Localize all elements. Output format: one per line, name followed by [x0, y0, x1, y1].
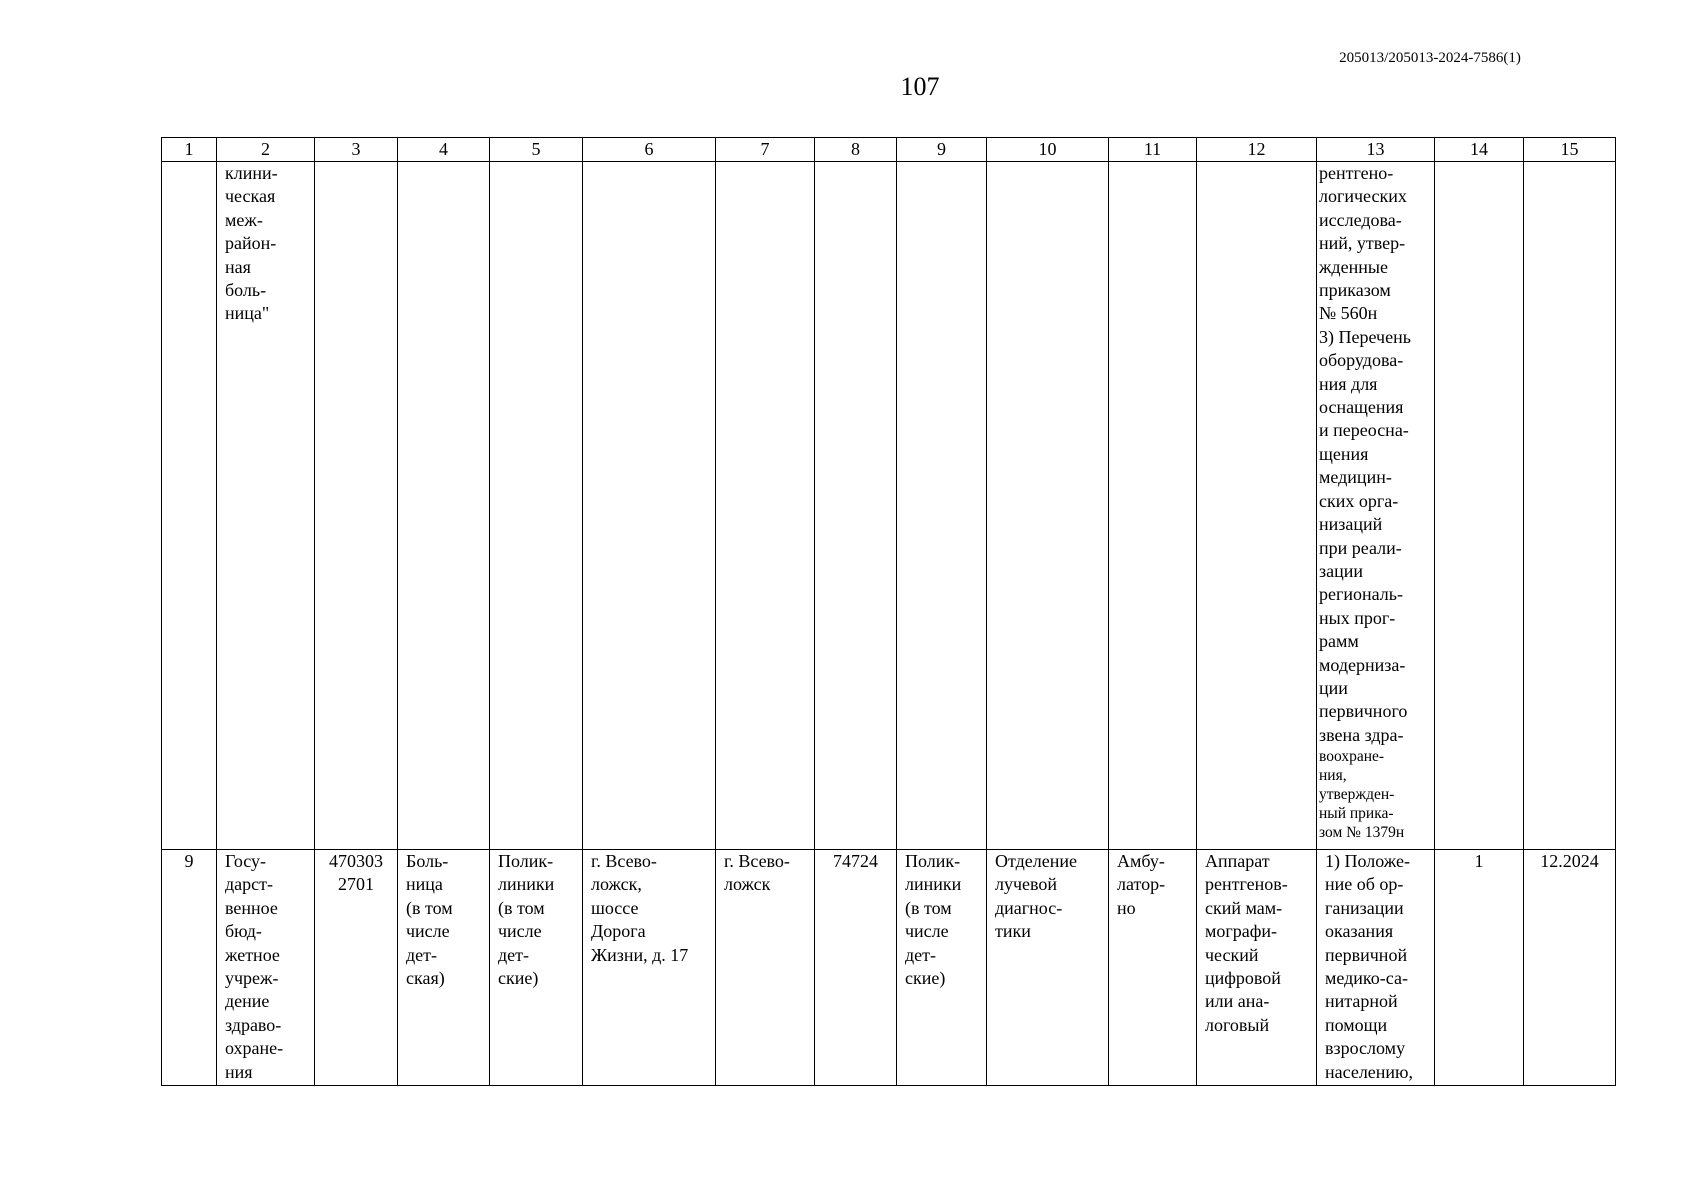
- text-line: дарст-: [225, 874, 273, 895]
- column-header: 5: [490, 138, 583, 162]
- text-line: клини-: [225, 163, 278, 183]
- text-line: (в том: [905, 897, 952, 918]
- text-line: ния,: [1319, 767, 1347, 785]
- text-line: ский мам-: [1205, 897, 1283, 918]
- column-header: 12: [1197, 138, 1317, 162]
- text-line: при реали-: [1319, 537, 1402, 558]
- text-line: ница": [225, 303, 270, 324]
- text-line: ний, утвер-: [1319, 233, 1406, 254]
- cell-row-number: 9: [162, 850, 217, 1086]
- column-header: 7: [716, 138, 815, 162]
- text-line: Отделение: [995, 851, 1078, 871]
- text-line: или ана-: [1205, 991, 1270, 1012]
- text-line: нитарной: [1325, 991, 1398, 1012]
- text-line: (в том: [406, 897, 453, 918]
- text-line: учреж-: [225, 968, 279, 989]
- text-line: Дорога: [591, 921, 646, 942]
- column-header: 11: [1109, 138, 1197, 162]
- text-line: но: [1117, 897, 1136, 918]
- text-line: цифровой: [1205, 968, 1281, 989]
- text-line: ние об ор-: [1325, 874, 1404, 895]
- text-line: ская): [406, 968, 445, 989]
- text-line: ческая: [225, 186, 276, 207]
- text-line: ных прог-: [1319, 607, 1396, 628]
- text-line: взрослому: [1325, 1038, 1406, 1059]
- text-line: приказом: [1319, 280, 1391, 301]
- text-line: населению,: [1325, 1061, 1414, 1082]
- text-line: (в том: [498, 897, 545, 918]
- text-line: меж-: [225, 209, 263, 230]
- text-line: 1) Положе-: [1325, 851, 1410, 871]
- text-line: Боль-: [406, 851, 449, 871]
- text-line: жденные: [1319, 256, 1388, 277]
- table-row-continued: [162, 162, 1616, 850]
- text-line: числе: [406, 921, 450, 942]
- cell-org-type: [398, 850, 490, 1086]
- column-header: 15: [1524, 138, 1616, 162]
- text-line: ческий: [1205, 944, 1259, 965]
- text-line: г. Всево-: [591, 851, 657, 871]
- text-line: дение: [225, 991, 270, 1012]
- text-line: линики: [905, 874, 962, 895]
- text-line: помощи: [1325, 1014, 1388, 1035]
- text-line: зом № 1379н: [1319, 824, 1405, 842]
- text-line: дет-: [498, 944, 530, 965]
- text-line: латор-: [1117, 874, 1166, 895]
- text-line: 470303: [329, 851, 383, 871]
- column-header: 9: [897, 138, 987, 162]
- text-line: здраво-: [225, 1014, 282, 1035]
- cell-unit-type: [897, 850, 987, 1086]
- text-line: мографи-: [1205, 921, 1278, 942]
- text-line: Полик-: [498, 851, 554, 871]
- cell-inn: [315, 850, 398, 1086]
- text-line: ный прика-: [1319, 805, 1394, 823]
- document-reference: 205013/205013-2024-7586(1): [1339, 50, 1521, 66]
- column-header: 3: [315, 138, 398, 162]
- cell-equipment: [1197, 850, 1317, 1086]
- text-line: ния: [225, 1061, 253, 1082]
- text-line: ганизации: [1325, 897, 1404, 918]
- text-line: рентгено-: [1319, 163, 1394, 183]
- text-line: венное: [225, 897, 278, 918]
- cell-care-condition: [1109, 850, 1197, 1086]
- text-line: Жизни, д. 17: [591, 944, 689, 965]
- text-line: ложск: [724, 874, 771, 895]
- column-header: 6: [583, 138, 716, 162]
- text-line: Госу-: [225, 851, 267, 871]
- cell-basis: [1317, 850, 1435, 1086]
- text-line: зации: [1319, 560, 1363, 581]
- text-line: рентгенов-: [1205, 874, 1288, 895]
- text-line: лучевой: [995, 874, 1058, 895]
- text-line: линики: [498, 874, 555, 895]
- text-line: низаций: [1319, 514, 1383, 535]
- text-line: тики: [995, 921, 1031, 942]
- cell-institution-continued: [217, 162, 315, 850]
- text-line: оснащения: [1319, 397, 1404, 418]
- text-line: ции: [1319, 677, 1348, 698]
- column-header: 8: [815, 138, 897, 162]
- cell-subdivision: [490, 850, 583, 1086]
- text-line: ских орга-: [1319, 490, 1399, 511]
- cell-date: 12.2024: [1524, 850, 1616, 1086]
- text-line: логовый: [1205, 1014, 1270, 1035]
- text-line: исследова-: [1319, 209, 1402, 230]
- text-line: ная: [225, 256, 251, 277]
- text-line: Аппарат: [1205, 851, 1270, 871]
- text-line: числе: [498, 921, 542, 942]
- column-header: 13: [1317, 138, 1435, 162]
- text-line: Амбу-: [1117, 851, 1165, 871]
- cell-department: [987, 850, 1109, 1086]
- cell-address: [583, 850, 716, 1086]
- column-header: 4: [398, 138, 490, 162]
- cell-oktmo: 74724: [815, 850, 897, 1086]
- column-header: 2: [217, 138, 315, 162]
- column-header: 14: [1435, 138, 1524, 162]
- text-line: 3) Перечень: [1319, 326, 1411, 347]
- column-header: 10: [987, 138, 1109, 162]
- text-line: дет-: [406, 944, 438, 965]
- text-line: медицин-: [1319, 467, 1392, 488]
- text-line: щения: [1319, 443, 1369, 464]
- data-table: [161, 137, 1616, 1086]
- text-line: диагнос-: [995, 897, 1063, 918]
- text-line: 2701: [338, 874, 374, 895]
- text-line: г. Всево-: [724, 851, 790, 871]
- table-row-9: [162, 850, 1616, 1086]
- text-line: ские): [498, 968, 539, 989]
- text-line: звена здра-: [1319, 724, 1404, 745]
- text-line: первичного: [1319, 701, 1408, 722]
- text-line: ния для: [1319, 373, 1378, 394]
- text-line: ские): [905, 968, 946, 989]
- text-line: оборудова-: [1319, 350, 1404, 371]
- text-line: охране-: [225, 1038, 284, 1059]
- text-line: числе: [905, 921, 949, 942]
- text-line: первичной: [1325, 944, 1408, 965]
- text-line: утвержден-: [1319, 786, 1395, 804]
- text-line: бюд-: [225, 921, 262, 942]
- text-line: рамм: [1319, 631, 1359, 652]
- text-line: № 560н: [1319, 303, 1378, 324]
- text-line: шоссе: [591, 897, 639, 918]
- text-line: жетное: [225, 944, 280, 965]
- text-line: боль-: [225, 280, 267, 301]
- page-number: 107: [900, 72, 940, 101]
- text-line: оказания: [1325, 921, 1394, 942]
- text-line: ница: [406, 874, 443, 895]
- text-line: региональ-: [1319, 584, 1403, 605]
- text-line: ложск,: [591, 874, 642, 895]
- text-line: модерниза-: [1319, 654, 1406, 675]
- text-line: и переосна-: [1319, 420, 1409, 441]
- column-header: 1: [162, 138, 217, 162]
- cell-locality: [716, 850, 815, 1086]
- cell-quantity: 1: [1435, 850, 1524, 1086]
- text-line: Полик-: [905, 851, 961, 871]
- text-line: медико-са-: [1325, 968, 1408, 989]
- text-line: логических: [1319, 186, 1407, 207]
- cell-basis-continued: [1317, 162, 1435, 850]
- text-line: воохране-: [1319, 748, 1385, 766]
- cell-institution: [217, 850, 315, 1086]
- header-row: [162, 138, 1616, 162]
- text-line: дет-: [905, 944, 937, 965]
- text-line: район-: [225, 233, 277, 254]
